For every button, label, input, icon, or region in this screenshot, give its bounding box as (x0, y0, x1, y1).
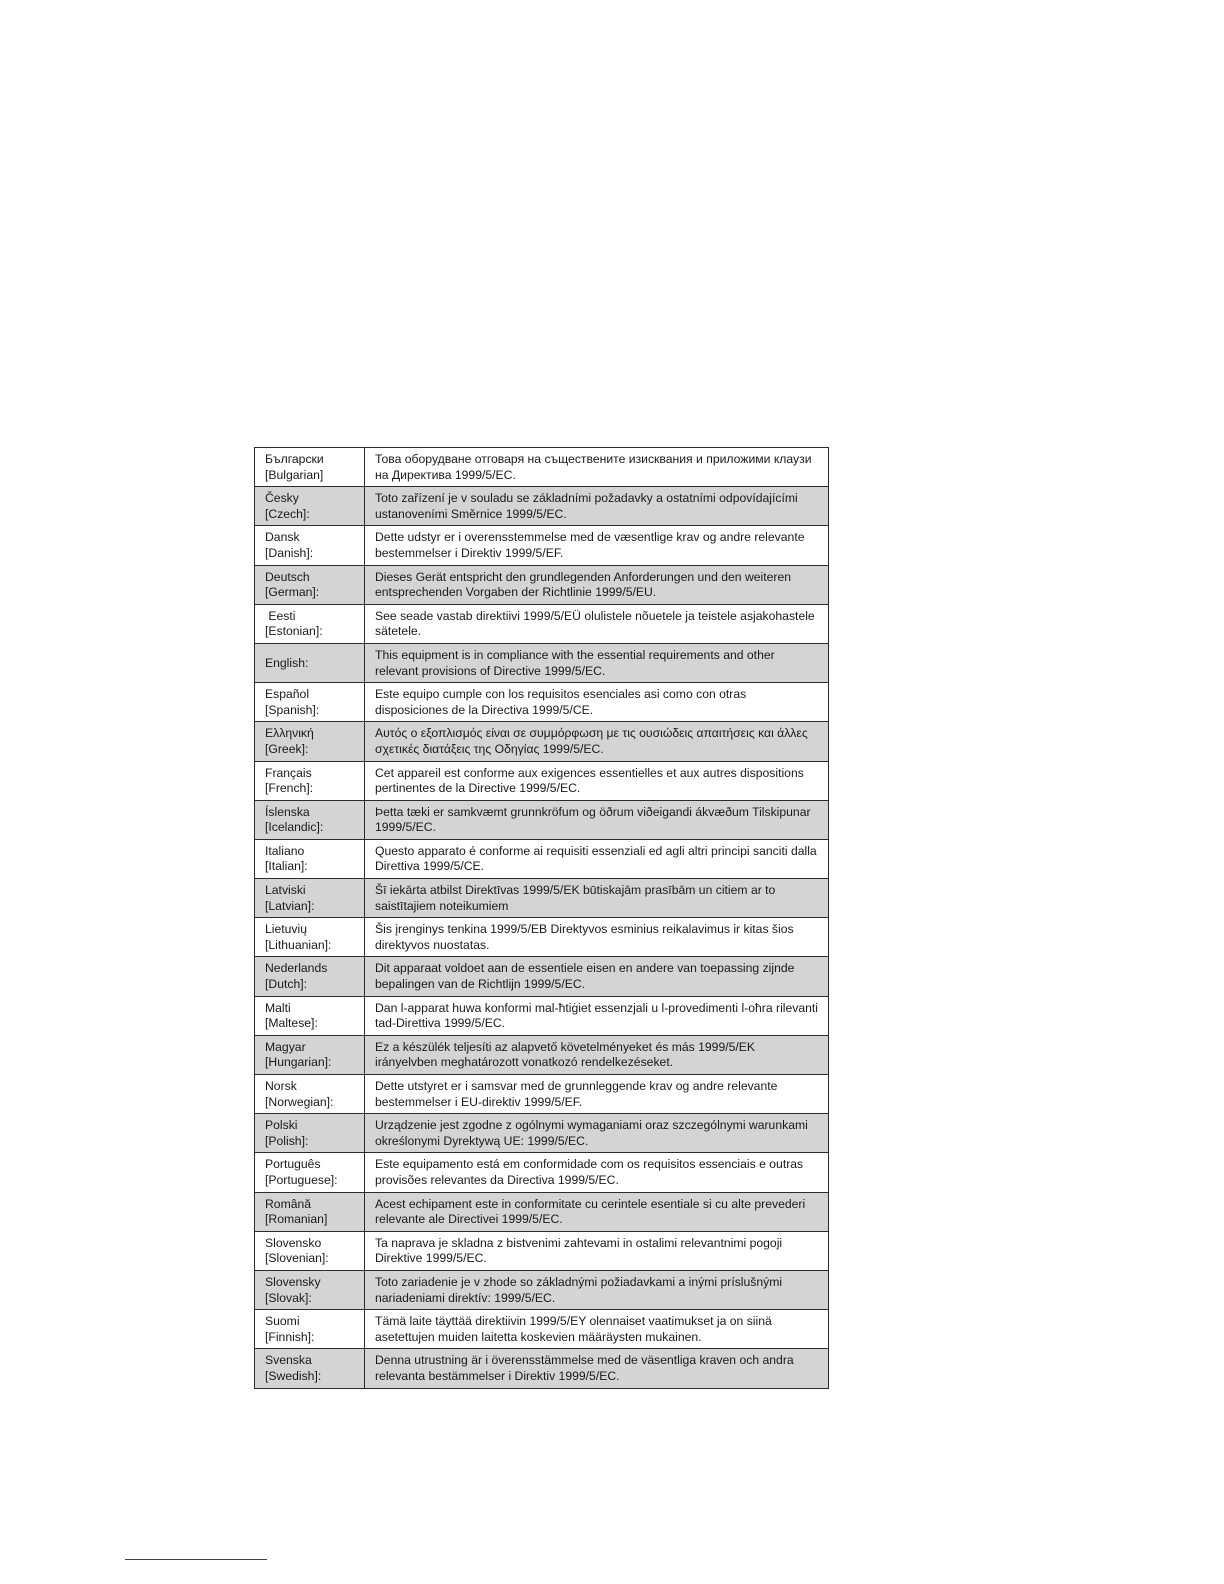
footnote-separator (125, 1559, 267, 1560)
compliance-statement: Este equipamento está em conformidade com os requisitos essenciais e outras provisões relevantes da Directiva 1999/5/EC. (375, 1157, 804, 1187)
compliance-statement: Dan l-apparat huwa konformi mal-ħtiġiet essenzjali u l-provedimenti l-oħra rilevanti tad-Direttiva 1999/5/EC. (375, 1000, 819, 1031)
statement-cell (365, 604, 829, 643)
language-cell (255, 918, 365, 957)
language-cell (255, 996, 365, 1035)
language-english-name: [Norwegian]: (265, 1094, 334, 1109)
statement-cell (365, 1075, 829, 1114)
language-cell (255, 683, 365, 722)
language-name: Português (265, 1157, 321, 1172)
compliance-statement: Urządzenie jest zgodne z ogólnymi wymaganiami oraz szczególnymi warunkami określonymi Dyrektywą UE: 1999/5/EC. (375, 1118, 808, 1148)
language-name: Magyar (265, 1039, 306, 1054)
statement-cell (365, 643, 829, 682)
language-name: Norsk (265, 1079, 297, 1093)
language-english-name: [Slovak]: (265, 1290, 312, 1305)
compliance-statement: Dette udstyr er i overensstemmelse med de væsentlige krav og andre relevante bestemmelser i Direktiv 1999/5/EF. (375, 530, 805, 560)
language-name: Latviski (265, 883, 306, 898)
compliance-statement: Þetta tæki er samkvæmt grunnkröfum og öðrum viðeigandi ákvæðum Tilskipunar 1999/5/EC. (375, 804, 811, 835)
compliance-statement: Αυτός ο εξοπλισμός είναι σε συμμόρφωση με τις ουσιώδεις απαιτήσεις και άλλες σχετικές διατάξεις της Οδηγίας 1999/5/EC. (375, 726, 808, 756)
table-row (255, 722, 829, 761)
language-name: Svenska (265, 1353, 312, 1368)
language-english-name: [Bulgarian] (265, 467, 324, 482)
table-row (255, 487, 829, 526)
language-name: English: (265, 655, 309, 670)
language-cell (255, 1192, 365, 1231)
compliance-statement: This equipment is in compliance with the essential requirements and other relevant provisions of Directive 1999/5/EC. (375, 647, 775, 678)
compliance-statement: Este equipo cumple con los requisitos esenciales asi como con otras disposiciones de la Directiva 1999/5/CE. (375, 687, 747, 717)
table-row (255, 1153, 829, 1192)
statement-cell (365, 1270, 829, 1309)
statement-cell (365, 683, 829, 722)
statement-cell (365, 1114, 829, 1153)
table-row (255, 839, 829, 878)
statement-cell (365, 1192, 829, 1231)
compliance-statement: Toto zařízení je v souladu se základními požadavky a ostatními odpovídajícími ustanoveními Směrnice 1999/5/EC. (375, 491, 798, 521)
compliance-statement: Šis įrenginys tenkina 1999/5/EB Direktyvos esminius reikalavimus ir kitas šios direktyvos nuostatas. (375, 922, 794, 952)
language-name: Slovensky (265, 1274, 321, 1289)
table-row (255, 957, 829, 996)
language-cell (255, 1310, 365, 1349)
statement-cell (365, 1310, 829, 1349)
language-name: Deutsch (265, 569, 310, 584)
table-row (255, 1035, 829, 1074)
table-row (255, 448, 829, 487)
language-english-name: [French]: (265, 781, 314, 796)
language-cell (255, 1270, 365, 1309)
language-english-name: [Italian]: (265, 859, 308, 874)
language-name: Česky (265, 491, 299, 506)
statement-cell (365, 565, 829, 604)
statement-cell (365, 1231, 829, 1270)
table-row (255, 1192, 829, 1231)
compliance-statement: Tämä laite täyttää direktiivin 1999/5/EY olennaiset vaatimukset ja on siinä asetettujen muiden laitetta koskevien määräysten mukainen. (375, 1314, 772, 1344)
language-english-name: [Slovenian]: (265, 1251, 329, 1266)
language-english-name: [Danish]: (265, 545, 314, 560)
language-english-name: [Hungarian]: (265, 1055, 332, 1070)
language-cell (255, 1231, 365, 1270)
compliance-statement: Ta naprava je skladna z bistvenimi zahtevami in ostalimi relevantnimi pogoji Direktive 1999/5/EC. (375, 1235, 783, 1266)
language-name: Lietuvių (265, 922, 308, 937)
language-cell (255, 1114, 365, 1153)
language-cell (255, 565, 365, 604)
language-cell (255, 604, 365, 643)
table-row (255, 1349, 829, 1388)
table-row (255, 565, 829, 604)
language-cell (255, 957, 365, 996)
statement-cell (365, 1153, 829, 1192)
language-english-name: [Maltese]: (265, 1016, 318, 1031)
table-row (255, 1231, 829, 1270)
language-english-name: [Estonian]: (265, 624, 323, 639)
table-row (255, 604, 829, 643)
statement-cell (365, 996, 829, 1035)
statement-cell (365, 879, 829, 918)
table-row (255, 1114, 829, 1153)
statement-cell (365, 722, 829, 761)
language-cell (255, 839, 365, 878)
language-name: Suomi (265, 1314, 300, 1329)
language-cell (255, 526, 365, 565)
language-cell (255, 448, 365, 487)
compliance-statement: Dieses Gerät entspricht den grundlegenden Anforderungen und den weiteren entsprechenden Vorgaben der Richtlinie 1999/5/EU. (375, 569, 792, 600)
compliance-statement: Ez a készülék teljesíti az alapvető követelményeket és más 1999/5/EK irányelvben meghatározott vonatkozó rendelkezéseket. (375, 1039, 756, 1070)
table-body (255, 448, 829, 1389)
language-cell (255, 879, 365, 918)
language-english-name: [Dutch]: (265, 977, 307, 992)
language-english-name: [Polish]: (265, 1133, 309, 1148)
language-name: Polski (265, 1118, 298, 1133)
language-english-name: [German]: (265, 585, 320, 600)
table-row (255, 879, 829, 918)
language-cell (255, 487, 365, 526)
compliance-statement: Denna utrustning är i överensstämmelse med de väsentliga kraven och andra relevanta bestämmelser i Direktiv 1999/5/EC. (375, 1353, 794, 1383)
language-cell (255, 1035, 365, 1074)
language-name: Malti (265, 1000, 291, 1015)
language-name: Dansk (265, 530, 300, 545)
compliance-statement: Това оборудване отговаря на съществените изисквания и приложими клаузи на Директива 1999/5/EC. (375, 452, 812, 482)
compliance-statement: Questo apparato é conforme ai requisiti essenziali ed agli altri principi sanciti dalla Direttiva 1999/5/CE. (375, 843, 817, 874)
language-cell (255, 1153, 365, 1192)
language-cell (255, 722, 365, 761)
language-name: Íslenska (265, 804, 310, 819)
language-cell (255, 761, 365, 800)
language-cell (255, 800, 365, 839)
language-english-name: [Latvian]: (265, 898, 315, 913)
eu-compliance-table (254, 447, 829, 1389)
statement-cell (365, 448, 829, 487)
language-name: Nederlands (265, 961, 328, 976)
language-english-name: [Spanish]: (265, 702, 320, 717)
statement-cell (365, 487, 829, 526)
language-name: Română (265, 1196, 312, 1211)
language-name: Ελληνική (265, 726, 314, 741)
statement-cell (365, 1349, 829, 1388)
table-row (255, 1310, 829, 1349)
language-cell (255, 643, 365, 682)
language-name: Български (265, 452, 324, 466)
table-row (255, 761, 829, 800)
language-english-name: [Czech]: (265, 506, 310, 521)
table-row (255, 918, 829, 957)
language-english-name: [Lithuanian]: (265, 937, 332, 952)
statement-cell (365, 839, 829, 878)
table-row (255, 526, 829, 565)
table-row (255, 1270, 829, 1309)
statement-cell (365, 957, 829, 996)
compliance-statement: Dette utstyret er i samsvar med de grunnleggende krav og andre relevante bestemmelser i EU-direktiv 1999/5/EF. (375, 1079, 778, 1109)
table-row (255, 683, 829, 722)
table-row (255, 643, 829, 682)
statement-cell (365, 918, 829, 957)
language-english-name: [Icelandic]: (265, 820, 324, 835)
table-row (255, 800, 829, 839)
language-name: Eesti (265, 608, 296, 623)
statement-cell (365, 526, 829, 565)
language-name: Slovensko (265, 1235, 322, 1250)
language-english-name: [Greek]: (265, 741, 309, 756)
language-name: Français (265, 765, 312, 780)
language-name: Español (265, 687, 310, 702)
language-cell (255, 1349, 365, 1388)
compliance-statement: See seade vastab direktiivi 1999/5/EÜ olulistele nõuetele ja teistele asjakohastele sätetele. (375, 608, 815, 639)
language-name: Italiano (265, 843, 305, 858)
language-english-name: [Finnish]: (265, 1329, 315, 1344)
table-row (255, 1075, 829, 1114)
statement-cell (365, 800, 829, 839)
compliance-statement: Cet appareil est conforme aux exigences essentielles et aux autres dispositions pertinentes de la Directive 1999/5/EC. (375, 765, 804, 796)
compliance-statement: Toto zariadenie je v zhode so základnými požiadavkami a inými príslušnými nariadeniami direktív: 1999/5/EC. (375, 1274, 783, 1305)
language-english-name: [Portuguese]: (265, 1172, 338, 1187)
table-row (255, 996, 829, 1035)
language-cell (255, 1075, 365, 1114)
statement-cell (365, 1035, 829, 1074)
statement-cell (365, 761, 829, 800)
compliance-statement: Šī iekārta atbilst Direktīvas 1999/5/EK būtiskajām prasībām un citiem ar to saistītajiem noteikumiem (375, 883, 776, 913)
language-english-name: [Swedish]: (265, 1368, 322, 1383)
compliance-statement: Acest echipament este in conformitate cu cerintele esentiale si cu alte prevederi relevante ale Directivei 1999/5/EC. (375, 1196, 806, 1227)
compliance-statement: Dit apparaat voldoet aan de essentiele eisen en andere van toepassing zijnde bepalingen van de Richtlijn 1999/5/EC. (375, 961, 795, 992)
language-english-name: [Romanian] (265, 1212, 328, 1227)
